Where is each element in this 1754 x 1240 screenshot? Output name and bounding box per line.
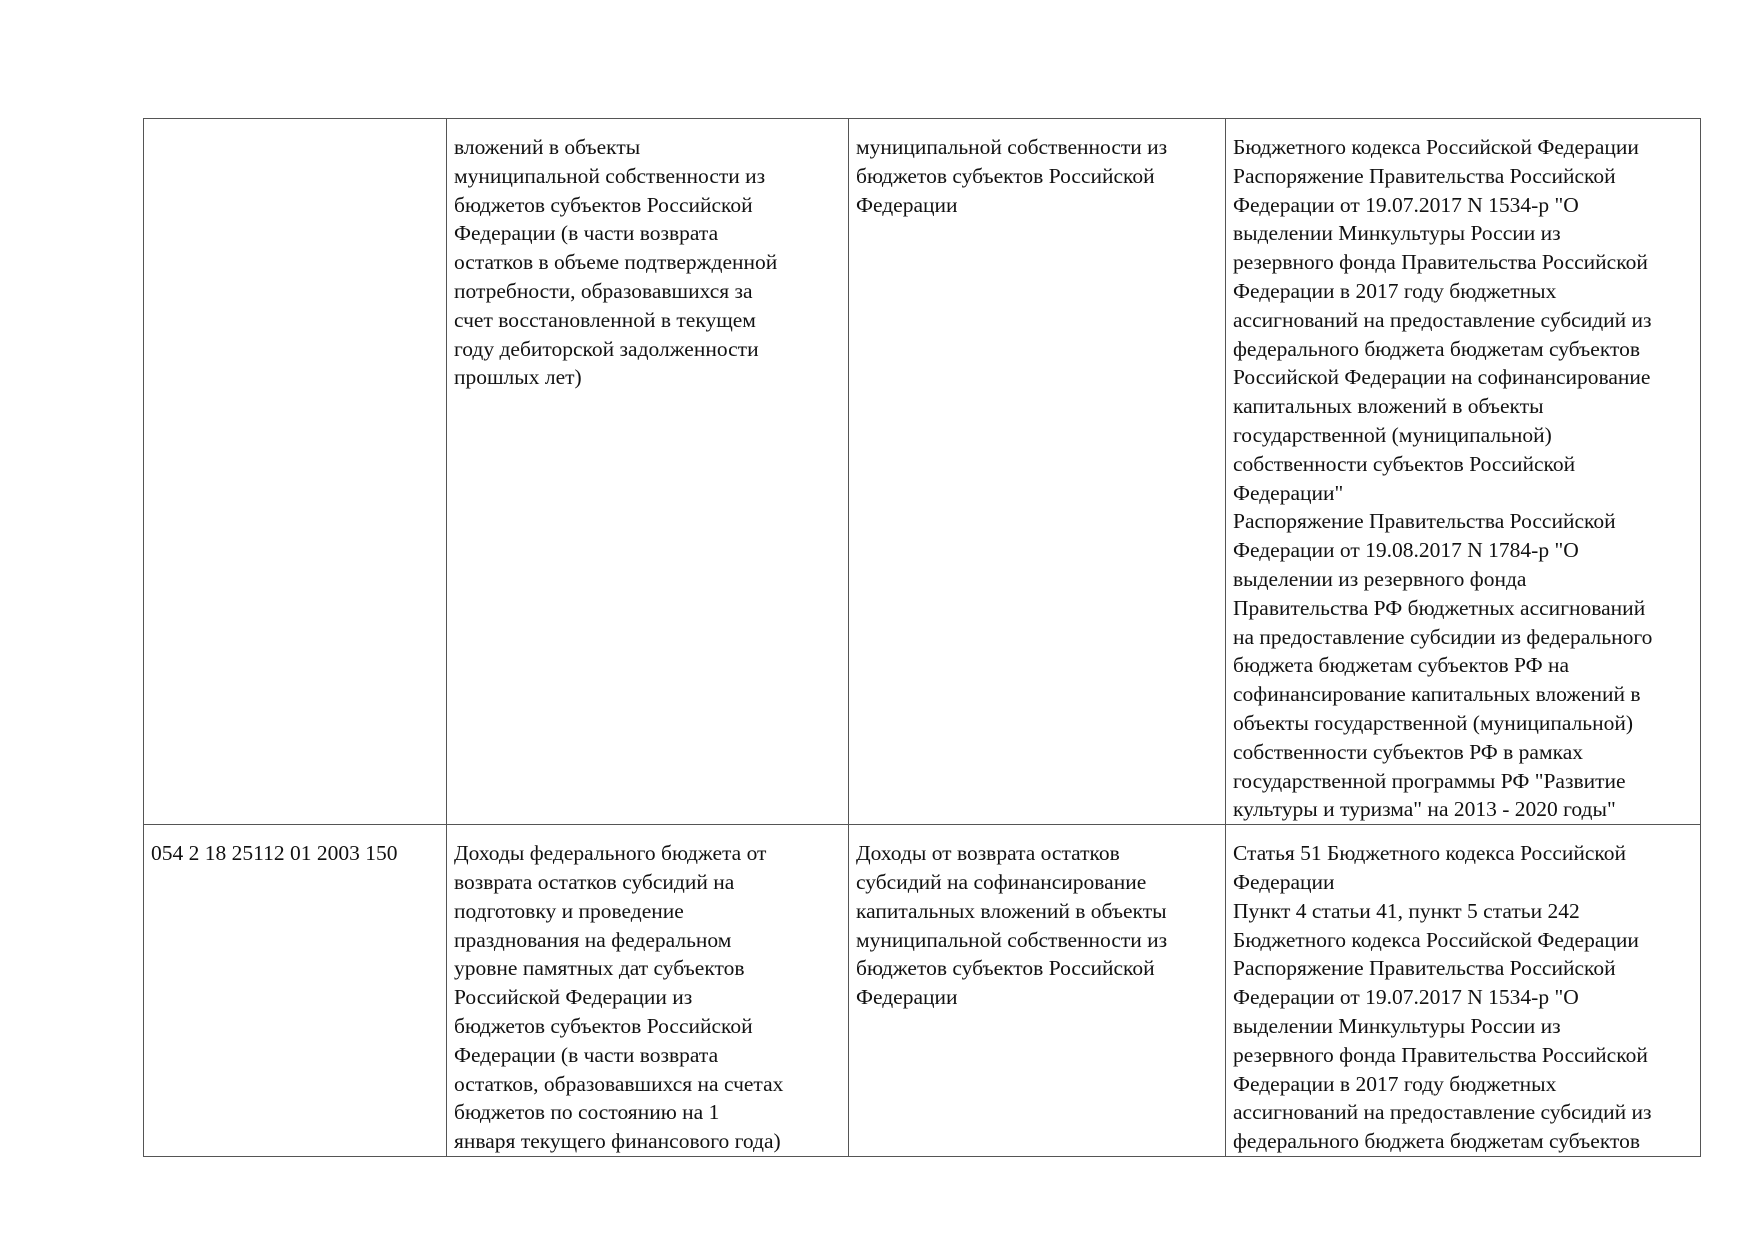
text-line: собственности субъектов РФ в рамках: [1233, 739, 1583, 764]
text-line: Пункт 4 статьи 41, пункт 5 статьи 242: [1233, 898, 1580, 923]
text-line: культуры и туризма" на 2013 - 2020 годы": [1233, 797, 1616, 822]
table-row: [144, 119, 1701, 825]
text-line: Федерации": [1233, 480, 1344, 505]
text-line: подготовку и проведение: [454, 898, 684, 923]
text-line: Федерации: [856, 985, 958, 1010]
text-line: субсидий на софинансирование: [856, 869, 1147, 894]
text-line: собственности субъектов Российской: [1233, 451, 1576, 476]
text-line: Федерации от 19.07.2017 N 1534-р "О: [1233, 192, 1579, 217]
text-line: Федерации (в части возврата: [454, 221, 719, 246]
text-line: муниципальной собственности из: [856, 927, 1168, 952]
text-line: Российской Федерации из: [454, 985, 693, 1010]
text-line: остатков, образовавшихся на счетах: [454, 1071, 784, 1096]
text-line: января текущего финансового года): [454, 1129, 781, 1154]
text-line: выделении из резервного фонда: [1233, 566, 1527, 591]
text-line: бюджетов субъектов Российской: [856, 956, 1155, 981]
text-line: потребности, образовавшихся за: [454, 278, 753, 303]
text-line: государственной (муниципальной): [1233, 422, 1552, 447]
code-cell: [144, 119, 447, 825]
legal-basis-cell: [1226, 119, 1701, 825]
text-line: году дебиторской задолженности: [454, 336, 759, 361]
text-line: ассигнований на предоставление субсидий из: [1233, 307, 1652, 332]
text-line: муниципальной собственности из: [454, 163, 766, 188]
text-line: Российской Федерации на софинансирование: [1233, 365, 1651, 390]
text-line: вложений в объекты: [454, 135, 641, 159]
text-line: резервного фонда Правительства Российской: [1233, 250, 1648, 275]
text-line: Правительства РФ бюджетных ассигнований: [1233, 595, 1646, 620]
text-line: ассигнований на предоставление субсидий из: [1233, 1100, 1652, 1125]
type-cell: [849, 825, 1226, 1157]
name-cell: [447, 825, 849, 1157]
text-line: возврата остатков субсидий на: [454, 869, 735, 894]
text-line: бюджетов субъектов Российской: [856, 163, 1155, 188]
text-line: Распоряжение Правительства Российской: [1233, 509, 1616, 534]
code-cell: [144, 825, 447, 1157]
text-line: Федерации от 19.07.2017 N 1534-р "О: [1233, 985, 1579, 1010]
text-line: Федерации: [1233, 869, 1335, 894]
text-line: федерального бюджета бюджетам субъектов: [1233, 336, 1640, 361]
code-text: 054 2 18 25112 01 2003 150: [151, 841, 398, 866]
text-line: объекты государственной (муниципальной): [1233, 710, 1634, 735]
text-line: Федерации от 19.08.2017 N 1784-р "О: [1233, 538, 1579, 563]
text-line: выделении Минкультуры России из: [1233, 221, 1561, 246]
text-line: Статья 51 Бюджетного кодекса Российской: [1233, 841, 1627, 866]
text-line: бюджетов субъектов Российской: [454, 192, 753, 217]
type-cell: [849, 119, 1226, 825]
text-line: Доходы федерального бюджета от: [454, 841, 767, 866]
text-line: капитальных вложений в объекты: [1233, 394, 1544, 419]
text-line: софинансирование капитальных вложений в: [1233, 682, 1641, 707]
text-line: государственной программы РФ "Развитие: [1233, 768, 1626, 793]
text-line: Распоряжение Правительства Российской: [1233, 163, 1616, 188]
text-line: Федерации (в части возврата: [454, 1042, 719, 1067]
text-line: бюджетов субъектов Российской: [454, 1013, 753, 1038]
revenue-codes-table: [143, 118, 1701, 1157]
text-line: прошлых лет): [454, 365, 582, 390]
text-line: счет восстановленной в текущем: [454, 307, 756, 332]
text-line: выделении Минкультуры России из: [1233, 1013, 1561, 1038]
table-row: [144, 825, 1701, 1157]
text-line: бюджета бюджетам субъектов РФ на: [1233, 653, 1570, 678]
text-line: уровне памятных дат субъектов: [454, 956, 745, 981]
text-line: Бюджетного кодекса Российской Федерации: [1233, 927, 1639, 952]
text-line: Распоряжение Правительства Российской: [1233, 956, 1616, 981]
text-line: остатков в объеме подтвержденной: [454, 250, 778, 275]
text-line: бюджетов по состоянию на 1: [454, 1100, 720, 1125]
text-line: Бюджетного кодекса Российской Федерации: [1233, 135, 1639, 159]
legal-basis-cell: [1226, 825, 1701, 1157]
text-line: Федерации: [856, 192, 958, 217]
text-line: Федерации в 2017 году бюджетных: [1233, 278, 1557, 303]
text-line: на предоставление субсидии из федерального: [1233, 624, 1653, 649]
text-line: муниципальной собственности из: [856, 135, 1168, 159]
text-line: федерального бюджета бюджетам субъектов: [1233, 1129, 1640, 1154]
text-line: капитальных вложений в объекты: [856, 898, 1167, 923]
text-line: резервного фонда Правительства Российской: [1233, 1042, 1648, 1067]
name-cell: [447, 119, 849, 825]
text-line: Доходы от возврата остатков: [856, 841, 1120, 866]
text-line: празднования на федеральном: [454, 927, 732, 952]
text-line: Федерации в 2017 году бюджетных: [1233, 1071, 1557, 1096]
